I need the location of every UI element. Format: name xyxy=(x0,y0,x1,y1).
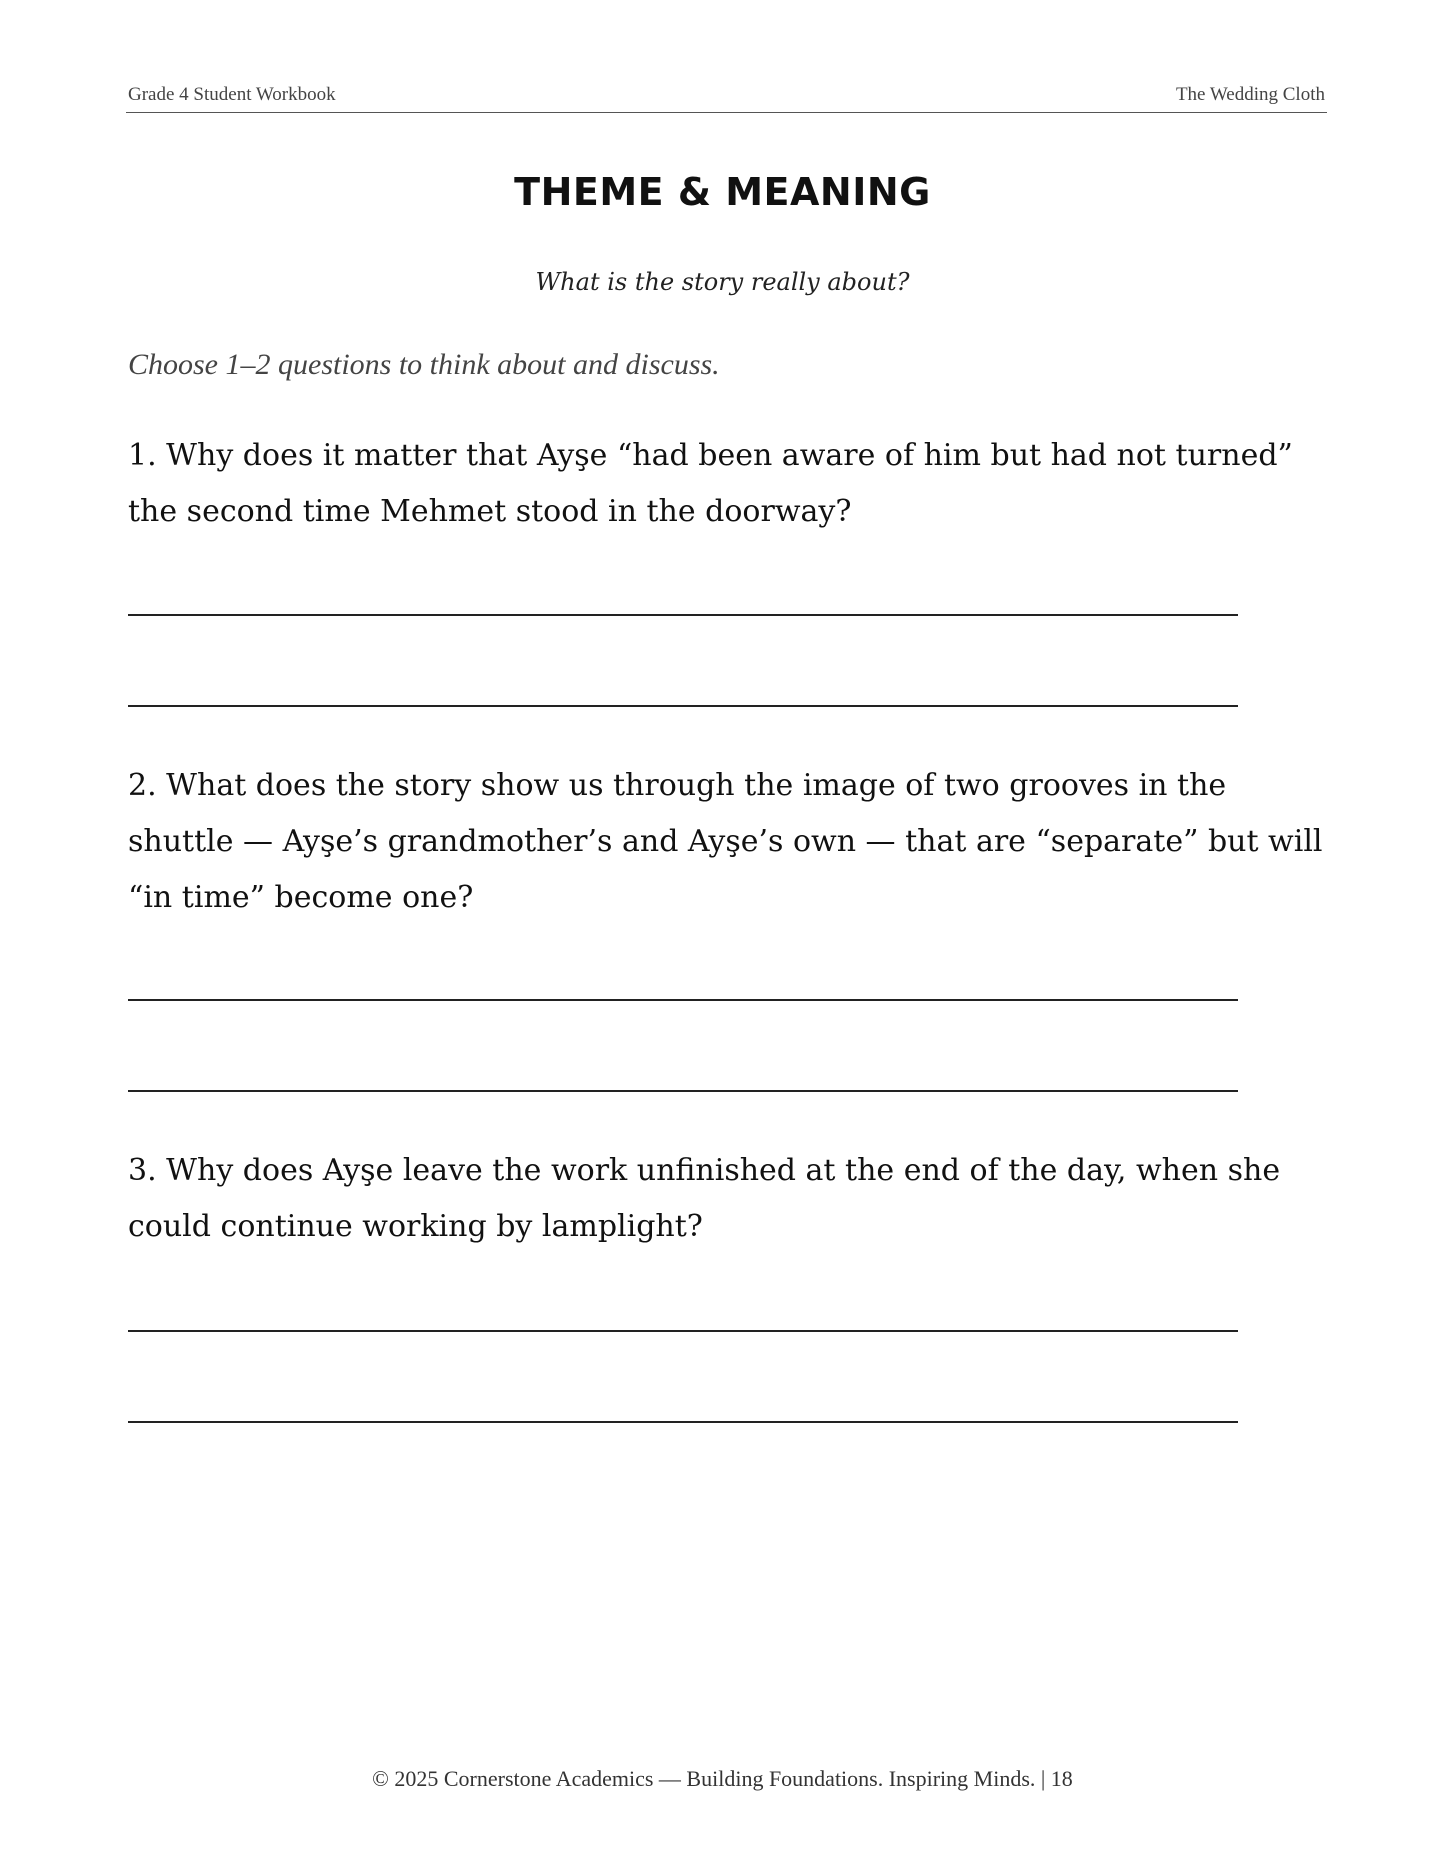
page-subtitle: What is the story really about? xyxy=(535,268,910,296)
running-header xyxy=(126,84,1327,113)
answer-line-1b[interactable] xyxy=(128,705,1238,707)
instruction-text: Choose 1–2 questions to think about and discuss. xyxy=(128,348,720,381)
answer-line-2b[interactable] xyxy=(128,1090,1238,1092)
question-1: 1. Why does it matter that Ayşe “had been aware of him but had not turned” the second time Mehmet stood in the doorway? xyxy=(128,438,1293,529)
page-title: THEME & MEANING xyxy=(514,170,931,214)
page-footer: © 2025 Cornerstone Academics — Building Foundations. Inspiring Minds. | 18 xyxy=(372,1766,1073,1791)
answer-line-3b[interactable] xyxy=(128,1421,1238,1423)
question-2: 2. What does the story show us through the image of two grooves in the shuttle — Ayşe’s grandmother’s and Ayşe’s own — that are “separate” but will “in time” become one? xyxy=(128,768,1323,915)
header-story-title: The Wedding Cloth xyxy=(1175,84,1325,105)
answer-line-2a[interactable] xyxy=(128,999,1238,1001)
question-3: 3. Why does Ayşe leave the work unfinished at the end of the day, when she could continue working by lamplight? xyxy=(128,1153,1281,1244)
header-workbook-title: Grade 4 Student Workbook xyxy=(128,84,336,105)
answer-line-1a[interactable] xyxy=(128,614,1238,616)
answer-line-3a[interactable] xyxy=(128,1330,1238,1332)
